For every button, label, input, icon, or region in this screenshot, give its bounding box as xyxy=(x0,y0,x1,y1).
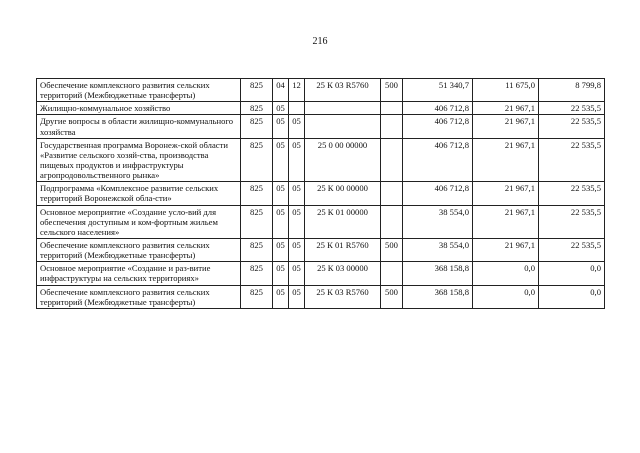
row-sum-2-cell: 11 675,0 xyxy=(473,79,539,102)
row-sum-3-cell: 0,0 xyxy=(539,285,605,308)
row-target-article-cell: 25 К 01 R5760 xyxy=(305,238,381,261)
row-subsection-cell: 05 xyxy=(289,238,305,261)
row-subsection-cell: 05 xyxy=(289,205,305,238)
row-sum-3-cell: 22 535,5 xyxy=(539,238,605,261)
row-subsection-cell: 05 xyxy=(289,138,305,182)
row-section-cell: 05 xyxy=(273,238,289,261)
row-subsection-cell: 05 xyxy=(289,115,305,138)
row-target-article-cell: 25 К 03 R5760 xyxy=(305,79,381,102)
row-grbs-cell: 825 xyxy=(241,182,273,205)
row-name-cell: Обеспечение комплексного развития сельских территорий (Межбюджетные трансферты) xyxy=(37,79,241,102)
row-sum-2-cell: 21 967,1 xyxy=(473,238,539,261)
page-number: 216 xyxy=(312,36,328,47)
row-section-cell: 05 xyxy=(273,138,289,182)
row-name-cell: Подпрограмма «Комплексное развитие сельских территорий Воронежской обла-сти» xyxy=(37,182,241,205)
row-name-cell: Обеспечение комплексного развития сельских территорий (Межбюджетные трансферты) xyxy=(37,285,241,308)
row-sum-1-cell: 368 158,8 xyxy=(403,285,473,308)
row-sum-1-cell: 406 712,8 xyxy=(403,115,473,138)
row-expense-type-cell xyxy=(381,138,403,182)
row-section-cell: 05 xyxy=(273,285,289,308)
row-sum-2-cell: 0,0 xyxy=(473,262,539,285)
table-row xyxy=(37,102,605,115)
row-target-article-cell xyxy=(305,115,381,138)
row-grbs-cell: 825 xyxy=(241,138,273,182)
row-sum-3-cell: 22 535,5 xyxy=(539,138,605,182)
row-sum-1-cell: 38 554,0 xyxy=(403,238,473,261)
row-grbs-cell: 825 xyxy=(241,115,273,138)
row-target-article-cell: 25 К 00 00000 xyxy=(305,182,381,205)
row-expense-type-cell: 500 xyxy=(381,238,403,261)
row-sum-2-cell: 21 967,1 xyxy=(473,115,539,138)
row-sum-3-cell: 8 799,8 xyxy=(539,79,605,102)
row-subsection-cell xyxy=(289,102,305,115)
row-subsection-cell: 05 xyxy=(289,262,305,285)
row-sum-2-cell: 21 967,1 xyxy=(473,102,539,115)
row-sum-2-cell: 21 967,1 xyxy=(473,138,539,182)
row-expense-type-cell: 500 xyxy=(381,79,403,102)
row-target-article-cell: 25 К 03 00000 xyxy=(305,262,381,285)
row-section-cell: 05 xyxy=(273,205,289,238)
row-sum-3-cell: 22 535,5 xyxy=(539,102,605,115)
table-row xyxy=(37,182,605,205)
row-section-cell: 05 xyxy=(273,102,289,115)
row-expense-type-cell xyxy=(381,115,403,138)
row-name-cell: Основное мероприятие «Создание и раз-витие инфраструктуры на сельских территориях» xyxy=(37,262,241,285)
table-row xyxy=(37,262,605,285)
row-section-cell: 04 xyxy=(273,79,289,102)
row-sum-1-cell: 406 712,8 xyxy=(403,182,473,205)
row-grbs-cell: 825 xyxy=(241,79,273,102)
table-row xyxy=(37,205,605,238)
row-grbs-cell: 825 xyxy=(241,102,273,115)
table-row xyxy=(37,115,605,138)
row-section-cell: 05 xyxy=(273,262,289,285)
row-expense-type-cell xyxy=(381,102,403,115)
table-row xyxy=(37,285,605,308)
row-sum-1-cell: 406 712,8 xyxy=(403,138,473,182)
row-target-article-cell: 25 К 03 R5760 xyxy=(305,285,381,308)
row-sum-1-cell: 38 554,0 xyxy=(403,205,473,238)
row-grbs-cell: 825 xyxy=(241,238,273,261)
row-sum-3-cell: 0,0 xyxy=(539,262,605,285)
row-name-cell: Основное мероприятие «Создание усло-вий для обеспечения доступным и ком-фортным жильем сельского населения» xyxy=(37,205,241,238)
row-target-article-cell xyxy=(305,102,381,115)
table-row xyxy=(37,238,605,261)
row-section-cell: 05 xyxy=(273,115,289,138)
row-sum-1-cell: 51 340,7 xyxy=(403,79,473,102)
row-subsection-cell: 05 xyxy=(289,182,305,205)
row-expense-type-cell xyxy=(381,205,403,238)
row-subsection-cell: 12 xyxy=(289,79,305,102)
budget-table xyxy=(36,78,605,309)
row-target-article-cell: 25 0 00 00000 xyxy=(305,138,381,182)
row-name-cell: Обеспечение комплексного развития сельских территорий (Межбюджетные трансферты) xyxy=(37,238,241,261)
row-sum-3-cell: 22 535,5 xyxy=(539,115,605,138)
table-row xyxy=(37,79,605,102)
row-sum-1-cell: 368 158,8 xyxy=(403,262,473,285)
row-sum-1-cell: 406 712,8 xyxy=(403,102,473,115)
row-grbs-cell: 825 xyxy=(241,205,273,238)
row-sum-2-cell: 21 967,1 xyxy=(473,205,539,238)
row-sum-2-cell: 21 967,1 xyxy=(473,182,539,205)
row-sum-3-cell: 22 535,5 xyxy=(539,205,605,238)
row-expense-type-cell: 500 xyxy=(381,285,403,308)
row-name-cell: Государственная программа Воронеж-ской области «Развитие сельского хозяй-ства, производства пищевых продуктов и инфраструктуры агропродовольственного рынка» xyxy=(37,138,241,182)
row-name-cell: Жилищно-коммунальное хозяйство xyxy=(37,102,241,115)
row-grbs-cell: 825 xyxy=(241,262,273,285)
row-subsection-cell: 05 xyxy=(289,285,305,308)
row-section-cell: 05 xyxy=(273,182,289,205)
row-expense-type-cell xyxy=(381,262,403,285)
row-grbs-cell: 825 xyxy=(241,285,273,308)
row-sum-2-cell: 0,0 xyxy=(473,285,539,308)
row-expense-type-cell xyxy=(381,182,403,205)
row-name-cell: Другие вопросы в области жилищно-коммунального хозяйства xyxy=(37,115,241,138)
row-sum-3-cell: 22 535,5 xyxy=(539,182,605,205)
table-row xyxy=(37,138,605,182)
row-target-article-cell: 25 К 01 00000 xyxy=(305,205,381,238)
